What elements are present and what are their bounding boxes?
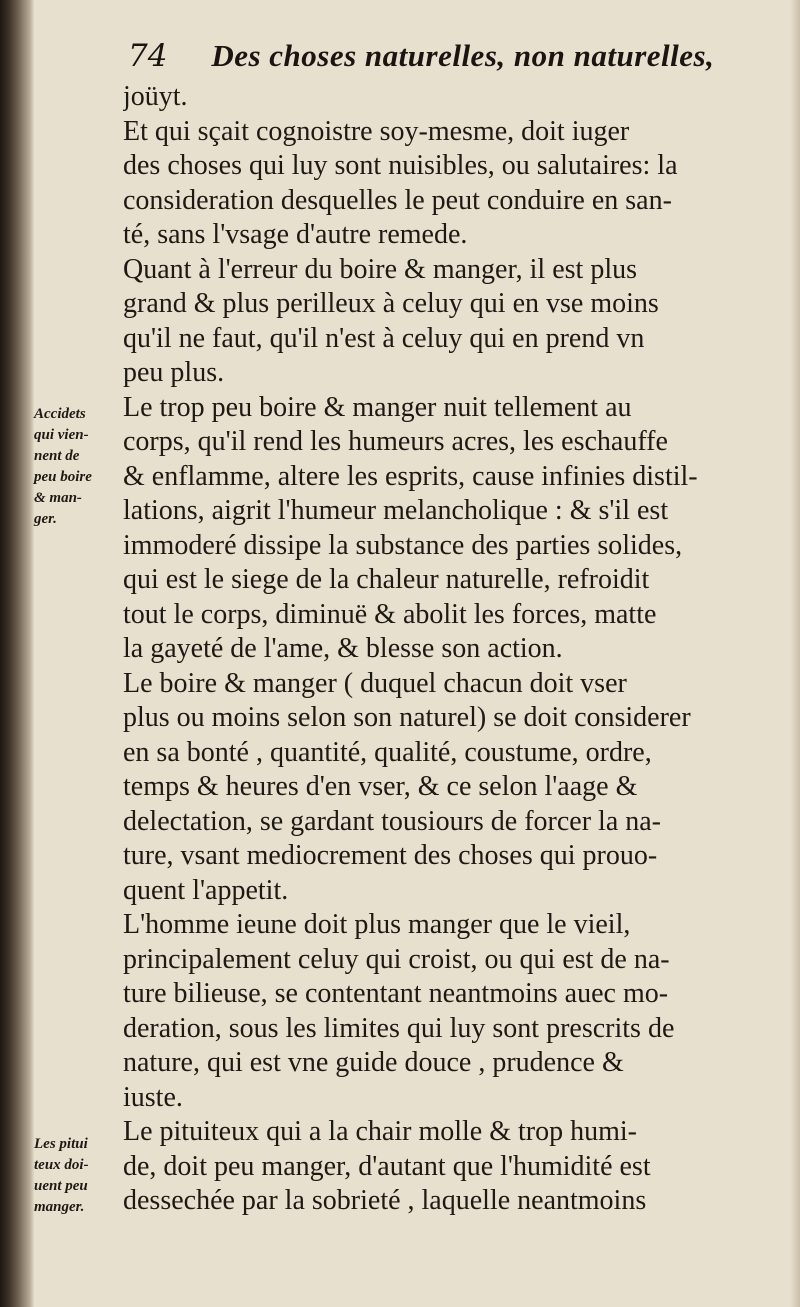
book-spine-shadow [0,0,34,1307]
text-line: ture bilieuse, se contentant neantmoins auec mo- [123,978,669,1009]
text-line: Le pituiteux qui a la chair molle & trop humi- [123,1116,637,1147]
margin-note-accidents [34,404,126,530]
text-line: quent l'appetit. [123,874,289,906]
margin-note-pituiteux [34,1134,126,1218]
margin-note-line: Les pitui [34,1136,88,1152]
margin-note-line: ger. [34,511,57,527]
text-line: L'homme ieune doit plus manger que le vieil, [123,909,631,940]
margin-note-line: manger. [34,1199,85,1215]
text-line: de, doit peu manger, d'autant que l'humidité est [123,1150,651,1182]
text-line: deration, sous les limites qui luy sont prescrits de [123,1012,675,1044]
text-line: en sa bonté , quantité, qualité, coustume, ordre, [123,736,652,768]
margin-note-line: teux doi- [34,1157,89,1173]
page-edge [790,0,800,1307]
margin-note-line: uent peu [34,1178,88,1194]
margin-note-line: qui vien- [34,427,89,443]
text-line: temps & heures d'en vser, & ce selon l'aage & [123,771,638,802]
text-line: plus ou moins selon son naturel) se doit considerer [123,702,691,733]
text-line: qui est le siege de la chaleur naturelle, refroidit [123,564,650,595]
text-line: Le trop peu boire & manger nuit tellement au [123,391,632,423]
margin-note-line: Accidets [34,406,86,422]
text-line: Le boire & manger ( duquel chacun doit vser [123,667,627,699]
margin-note-line: & man- [34,490,82,506]
text-line: dessechée par la sobrieté , laquelle neantmoins [123,1185,647,1216]
text-line: iuste. [123,1081,183,1113]
text-line: corps, qu'il rend les humeurs acres, les eschauffe [123,426,668,457]
text-line: qu'il ne faut, qu'il n'est à celuy qui en prend vn [123,322,645,354]
text-line: té, sans l'vsage d'autre remede. [123,219,468,250]
text-line: nature, qui est vne guide douce , prudence & [123,1047,624,1078]
text-line: immoderé dissipe la substance des parties solides, [123,529,683,561]
text-line: tout le corps, diminuë & abolit les forces, matte [123,598,657,630]
text-line: & enflamme, altere les esprits, cause infinies distil- [123,460,698,492]
margin-note-line: nent de [34,448,80,464]
text-line: principalement celuy qui croist, ou qui est de na- [123,943,670,975]
text-line: grand & plus perilleux à celuy qui en vse moins [123,288,659,319]
text-line: Quant à l'erreur du boire & manger, il est plus [123,253,637,285]
text-line: joüyt. [123,81,188,112]
text-line: ture, vsant mediocrement des choses qui prouo- [123,840,658,871]
text-line: Et qui sçait cognoistre soy-mesme, doit iuger [123,115,630,147]
text-line: la gayeté de l'ame, & blesse son action. [123,633,563,664]
main-text-block [123,80,783,1219]
page-number: 74 [128,38,168,74]
text-line: des choses qui luy sont nuisibles, ou salutaires: la [123,150,678,181]
text-line: peu plus. [123,357,225,388]
text-line: consideration desquelles le peut conduire en san- [123,184,672,216]
running-head-title: Des choses naturelles, non naturelles, [211,38,715,73]
margin-note-line: peu boire [34,469,92,485]
text-line: lations, aigrit l'humeur melancholique : & s'il est [123,495,669,526]
text-line: delectation, se gardant tousiours de forcer la na- [123,805,662,837]
